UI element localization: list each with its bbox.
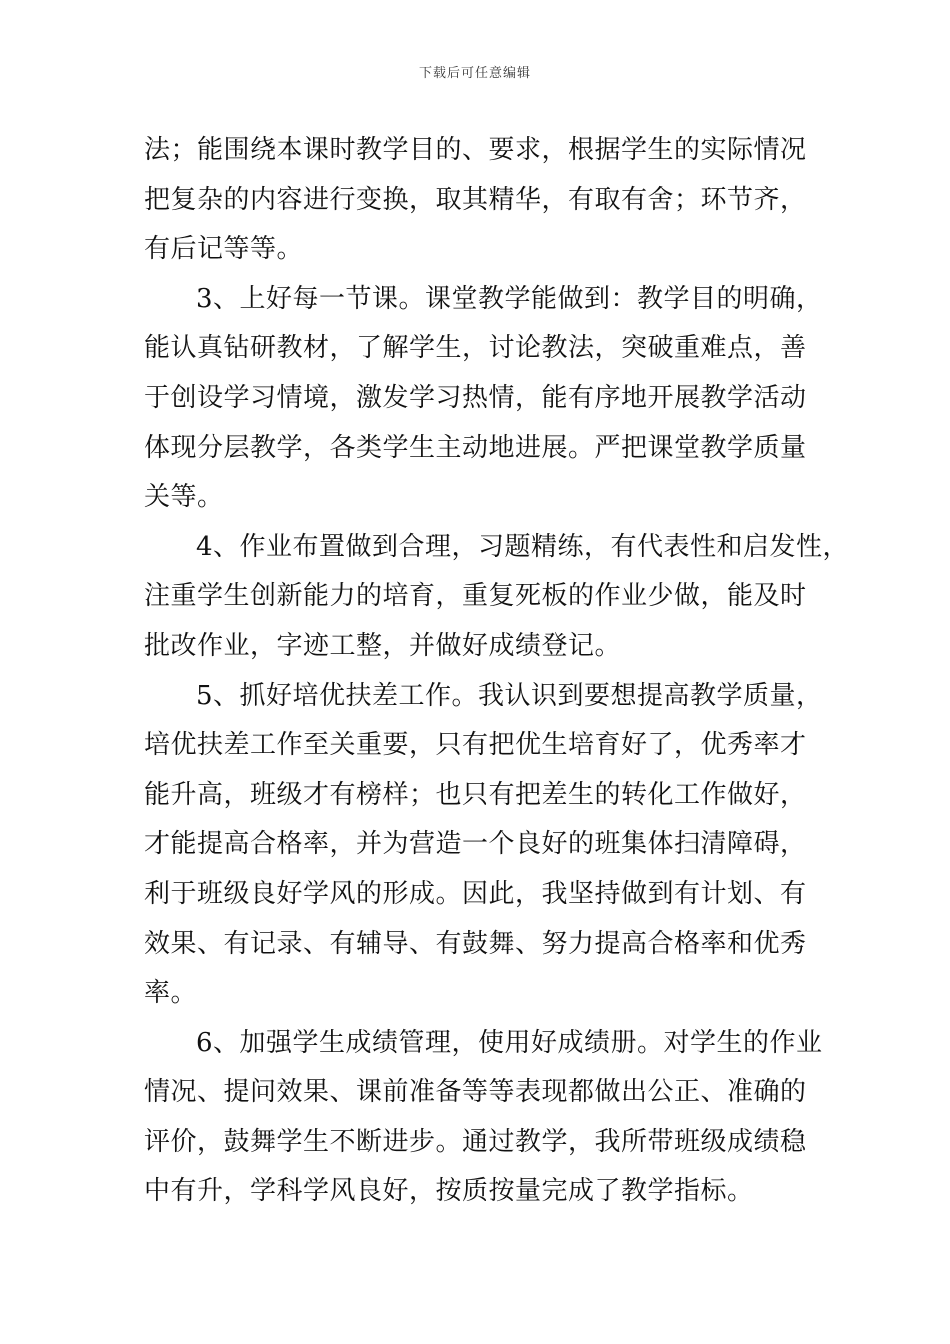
text-line: 率。 <box>144 978 198 1009</box>
text-line: 情况、提问效果、课前准备等等表现都做出公正、准确的 <box>144 1077 807 1108</box>
text-line: 法；能围绕本课时教学目的、要求，根据学生的实际情况 <box>144 135 807 165</box>
text-line: 利于班级良好学风的形成。因此，我坚持做到有计划、有 <box>144 878 807 909</box>
paragraph-start-line: 5、抓好培优扶差工作。我认识到要想提高教学质量， <box>196 680 823 711</box>
text-line: 把复杂的内容进行变换，取其精华，有取有舍；环节齐， <box>144 184 807 215</box>
text-line: 关等。 <box>144 482 224 513</box>
page-header: 下载后可任意编辑 <box>418 66 531 81</box>
text-line: 培优扶差工作至关重要，只有把优生培育好了，优秀率才 <box>144 730 807 761</box>
paragraph-start-line: 3、上好每一节课。课堂教学能做到：教学目的明确， <box>196 283 823 314</box>
paragraph-start-line: 4、作业布置做到合理，习题精练，有代表性和启发性， <box>196 531 850 562</box>
text-line: 能认真钻研教材，了解学生，讨论教法，突破重难点，善 <box>144 333 807 364</box>
text-line: 于创设学习情境，激发学习热情，能有序地开展教学活动 <box>144 382 807 413</box>
document-body <box>144 126 850 1217</box>
text-line: 体现分层教学，各类学生主动地进展。严把课堂教学质量 <box>144 432 807 463</box>
text-line: 批改作业，字迹工整，并做好成绩登记。 <box>144 630 622 661</box>
text-line: 中有升，学科学风良好，按质按量完成了教学指标。 <box>144 1176 754 1207</box>
text-line: 效果、有记录、有辅导、有鼓舞、努力提高合格率和优秀 <box>144 928 807 959</box>
text-line: 评价，鼓舞学生不断进步。通过教学，我所带班级成绩稳 <box>144 1126 807 1157</box>
text-line: 才能提高合格率，并为营造一个良好的班集体扫清障碍， <box>144 829 807 860</box>
paragraph-start-line: 6、加强学生成绩管理，使用好成绩册。对学生的作业 <box>196 1027 823 1058</box>
text-line: 注重学生创新能力的培育，重复死板的作业少做，能及时 <box>144 581 807 612</box>
text-line: 能升高，班级才有榜样；也只有把差生的转化工作做好， <box>144 779 807 810</box>
text-line: 有后记等等。 <box>144 234 304 265</box>
